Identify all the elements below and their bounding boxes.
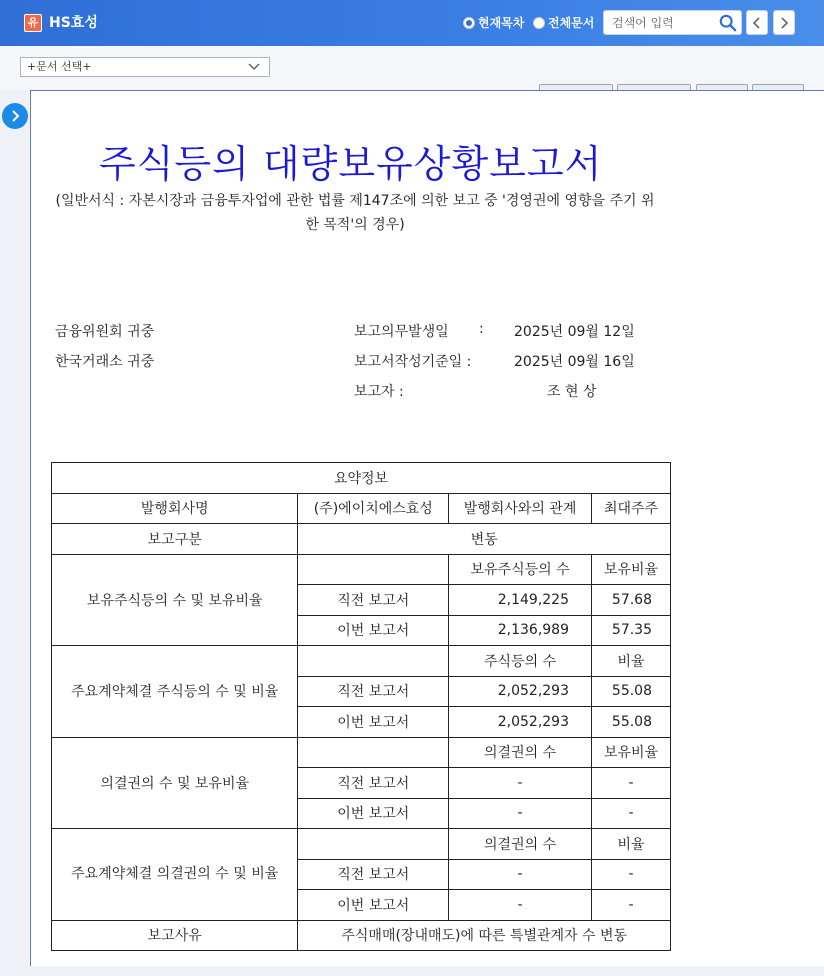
document-select-value: +문서 선택+ [27, 60, 92, 73]
section-label: 주요계약체결 의결권의 수 및 비율 [52, 829, 298, 921]
rate-cell: 55.08 [592, 707, 671, 738]
column-header: 비율 [592, 829, 671, 860]
obligation-date-value: 2025년 09월 12일 [514, 324, 635, 340]
table-row [52, 646, 671, 677]
row-label: 직전 보고서 [298, 585, 449, 616]
rate-cell: - [592, 768, 671, 799]
table-row [52, 493, 671, 524]
count-cell: - [449, 798, 592, 829]
search-box [603, 10, 742, 35]
recipient-fsc: 금융위원회 귀중 [55, 324, 155, 340]
reason-value: 주식매매(장내매도)에 따른 특별관계자 수 변동 [298, 920, 671, 951]
column-header: 보유비율 [592, 737, 671, 768]
rate-cell: 57.35 [592, 615, 671, 646]
recipient-krx: 한국거래소 귀중 [55, 354, 155, 370]
rate-cell: - [592, 890, 671, 921]
column-header: 의결권의 수 [449, 737, 592, 768]
issuer-label: 발행회사명 [52, 493, 298, 524]
chevron-right-icon [9, 109, 21, 123]
section-label: 의결권의 수 및 보유비율 [52, 737, 298, 829]
radio-all-docs[interactable] [533, 14, 594, 31]
radio-current-toc-label: 현재목차 [478, 16, 525, 30]
table-row [52, 463, 671, 494]
summary-title: 요약정보 [52, 463, 671, 494]
radio-current-toc[interactable] [463, 14, 524, 31]
chevron-right-icon [779, 17, 789, 29]
next-result-button[interactable] [773, 10, 795, 35]
table-row [52, 920, 671, 951]
relation-label: 발행회사와의 관계 [449, 493, 592, 524]
radio-selected-icon[interactable] [463, 17, 475, 29]
count-cell: - [449, 768, 592, 799]
radio-unselected-icon[interactable] [533, 17, 545, 29]
reason-label: 보고사유 [52, 920, 298, 951]
report-type-value: 변동 [298, 524, 671, 555]
row-label: 이번 보고서 [298, 798, 449, 829]
company-logo-icon: 유 [24, 14, 42, 32]
radio-all-docs-label: 전체문서 [548, 16, 595, 30]
document-subtitle: (일반서식 : 자본시장과 금융투자업에 관한 법률 제147조에 의한 보고 중 '경영권에 영향을 주기 위한 목적'의 경우) [55, 193, 655, 233]
obligation-date-label: 보고의무발생일 [354, 324, 449, 340]
count-cell: 2,052,293 [449, 707, 592, 738]
document-select[interactable] [20, 57, 270, 77]
row-label: 직전 보고서 [298, 768, 449, 799]
summary-table [51, 462, 671, 951]
relation-value: 최대주주 [592, 493, 671, 524]
empty-cell [298, 646, 449, 677]
prev-result-button[interactable] [746, 10, 768, 35]
issuer-value: (주)에이치에스효성 [298, 493, 449, 524]
search-icon[interactable] [719, 14, 737, 32]
count-cell: - [449, 890, 592, 921]
company-name[interactable]: HS효성 [49, 15, 98, 31]
count-cell: 2,136,989 [449, 615, 592, 646]
basis-date-label: 보고서작성기준일 : [354, 354, 472, 370]
report-type-label: 보고구분 [52, 524, 298, 555]
table-row [52, 737, 671, 768]
basis-date-value: 2025년 09월 16일 [514, 354, 635, 370]
row-label: 이번 보고서 [298, 707, 449, 738]
rate-cell: 55.08 [592, 676, 671, 707]
table-row [52, 829, 671, 860]
document-title: 주식등의 대량보유상황보고서 [99, 142, 603, 186]
chevron-down-icon [247, 60, 261, 74]
table-row [52, 554, 671, 585]
count-cell: - [449, 859, 592, 890]
column-header: 보유주식등의 수 [449, 554, 592, 585]
obligation-date-colon: : [479, 321, 484, 337]
row-label: 직전 보고서 [298, 676, 449, 707]
row-label: 이번 보고서 [298, 890, 449, 921]
count-cell: 2,149,225 [449, 585, 592, 616]
reporter-name: 조 현 상 [547, 384, 597, 400]
rate-cell: - [592, 798, 671, 829]
rate-cell: - [592, 859, 671, 890]
section-label: 보유주식등의 수 및 보유비율 [52, 554, 298, 646]
rate-cell: 57.68 [592, 585, 671, 616]
column-header: 비율 [592, 646, 671, 677]
top-header-bar [0, 0, 824, 46]
empty-cell [298, 554, 449, 585]
document-viewer [30, 90, 824, 966]
empty-cell [298, 737, 449, 768]
count-cell: 2,052,293 [449, 676, 592, 707]
search-input[interactable] [604, 11, 712, 34]
empty-cell [298, 829, 449, 860]
table-row [52, 524, 671, 555]
reporter-label: 보고자 : [354, 384, 404, 400]
sidebar-toggle-button[interactable] [2, 103, 28, 129]
row-label: 이번 보고서 [298, 615, 449, 646]
column-header: 의결권의 수 [449, 829, 592, 860]
row-label: 직전 보고서 [298, 859, 449, 890]
chevron-left-icon [752, 17, 762, 29]
column-header: 보유비율 [592, 554, 671, 585]
column-header: 주식등의 수 [449, 646, 592, 677]
section-label: 주요계약체결 주식등의 수 및 비율 [52, 646, 298, 738]
document-select-bar [0, 46, 824, 90]
